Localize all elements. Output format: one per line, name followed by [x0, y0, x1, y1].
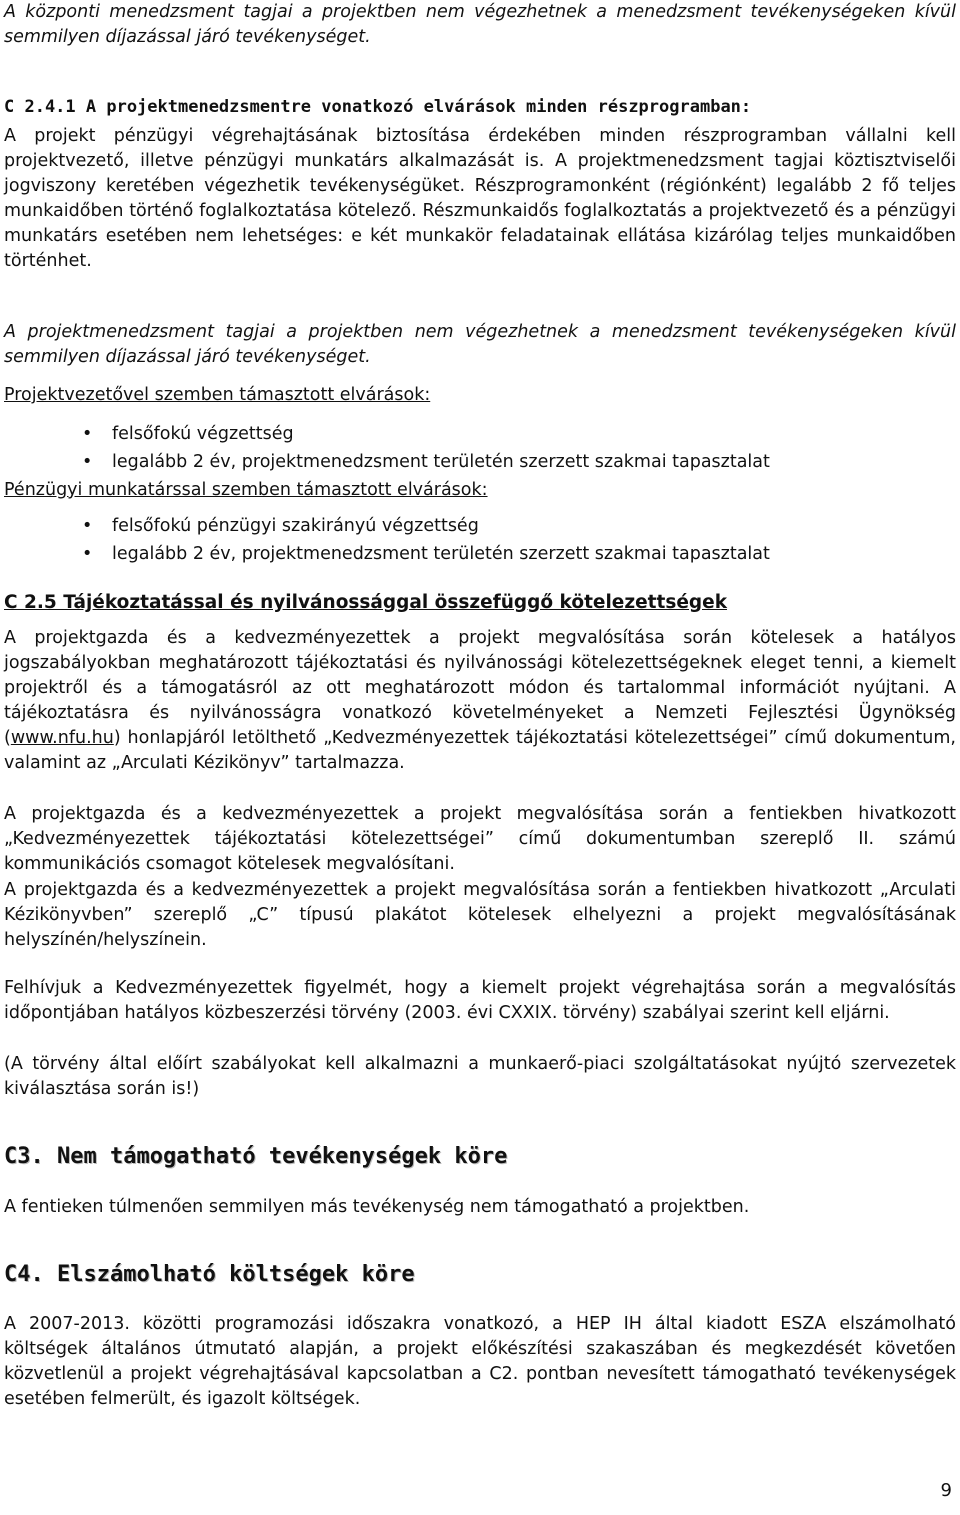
project-leader-requirements-list	[4, 420, 956, 476]
paragraph-text: A projektgazda és a kedvezményezettek a projekt megvalósítása során kötelesek a hatályos jogszabályokban meghatározott tájékoztatási és nyilvánossági kötelezettségeknek eleget tenni, a kiemelt projektről és a támogatásról az ott meghatározott módon és tartalommal információt nyújtani. A tájékoztatásra és nyilvánosságra vonatkozó követelményeket a Nemzeti Fejlesztési Ügynökség (	[4, 628, 956, 748]
list-item: • felsőfokú végzettség	[112, 420, 956, 448]
section-c25-paragraph-2: A projektgazda és a kedvezményezettek a projekt megvalósítása során a fentiekben hivatkozott „Kedvezményezettek tájékoztatási kötelezettségei” című dokumentumban szereplő II. számú kommunikációs csomagot kötelesek megvalósítani.	[4, 804, 956, 874]
list-item: • legalább 2 év, projektmenedzsment területén szerzett szakmai tapasztalat	[112, 540, 956, 568]
section-c24-paragraph-2: A projektmenedzsment tagjai a projektben nem végezhetnek a menedzsment tevékenységeken kívül semmilyen díjazással járó tevékenységet.	[4, 322, 956, 367]
financial-staff-requirements-list	[4, 512, 956, 568]
section-c25-paragraph-4: Felhívjuk a Kedvezményezettek figyelmét, hogy a kiemelt projekt végrehajtása során a megvalósítás időpontjában hatályos közbeszerzési törvény (2003. évi CXXIX. törvény) szabályai szerint kell eljárni.	[4, 978, 956, 1023]
section-c25-paragraph-1	[4, 626, 956, 776]
project-leader-requirements-heading: Projektvezetővel szemben támasztott elvárások:	[4, 385, 431, 405]
paragraph-text: ) honlapjáról letölthető „Kedvezményezettek tájékoztatási kötelezettségei” című dokumentum, valamint az „Arculati Kézikönyv” tartalmazza.	[4, 728, 956, 773]
section-c25-paragraph-3: A projektgazda és a kedvezményezettek a projekt megvalósítása során a fentiekben hivatkozott „Arculati Kézikönyvben” szereplő „C” típusú plakátot kötelesek elhelyezni a projekt megvalósításának helyszínén/helyszínein.	[4, 880, 956, 950]
financial-staff-requirements-heading: Pénzügyi munkatárssal szemben támasztott elvárások:	[4, 480, 488, 500]
list-item: • felsőfokú pénzügyi szakirányú végzettség	[112, 512, 956, 540]
section-c24-paragraph-1: A projekt pénzügyi végrehajtásának biztosítása érdekében minden részprogramban vállalni kell projektvezető, illetve pénzügyi munkatárs alkalmazását is. A projektmenedzsment tagjai köztisztviselői jogviszony keretében végezhetik tevékenységüket. Részprogramonként (régiónként) legalább 2 fő teljes munkaidőben történő foglalkoztatása kötelező. Részmunkaidős foglalkoztatás a projektvezető és a pénzügyi munkatárs esetében nem lehetséges: e két munkakör feladatainak ellátása kizárólag teljes munkaidőben történhet.	[4, 126, 956, 271]
section-c3-heading: C3. Nem támogatható tevékenységek köre	[4, 1144, 508, 1169]
nfu-link[interactable]: www.nfu.hu	[10, 728, 114, 748]
list-item: • legalább 2 év, projektmenedzsment területén szerzett szakmai tapasztalat	[112, 448, 956, 476]
intro-paragraph: A központi menedzsment tagjai a projektben nem végezhetnek a menedzsment tevékenységeken kívül semmilyen díjazással járó tevékenységet.	[4, 2, 956, 47]
section-c25-paragraph-5: (A törvény által előírt szabályokat kell alkalmazni a munkaerő-piaci szolgáltatásokat nyújtó szervezetek kiválasztása során is!)	[4, 1054, 956, 1099]
section-c4-paragraph: A 2007-2013. közötti programozási időszakra vonatkozó, a HEP IH által kiadott ESZA elszámolható költségek általános útmutató alapján, a projekt előkészítési szakaszában és megkezdését követően közvetlenül a projekt végrehajtásával kapcsolatban a C2. pontban nevesített támogatható tevékenységek esetében felmerült, és igazolt költségek.	[4, 1314, 956, 1409]
page-number: 9	[940, 1480, 952, 1501]
section-c4-heading: C4. Elszámolható költségek köre	[4, 1262, 415, 1287]
section-c24-heading: C 2.4.1 A projektmenedzsmentre vonatkozó elvárások minden részprogramban:	[4, 97, 752, 117]
section-c25-heading: C 2.5 Tájékoztatással és nyilvánossággal összefüggő kötelezettségek	[4, 592, 728, 613]
section-c3-paragraph: A fentieken túlmenően semmilyen más tevékenység nem támogatható a projektben.	[4, 1197, 750, 1217]
